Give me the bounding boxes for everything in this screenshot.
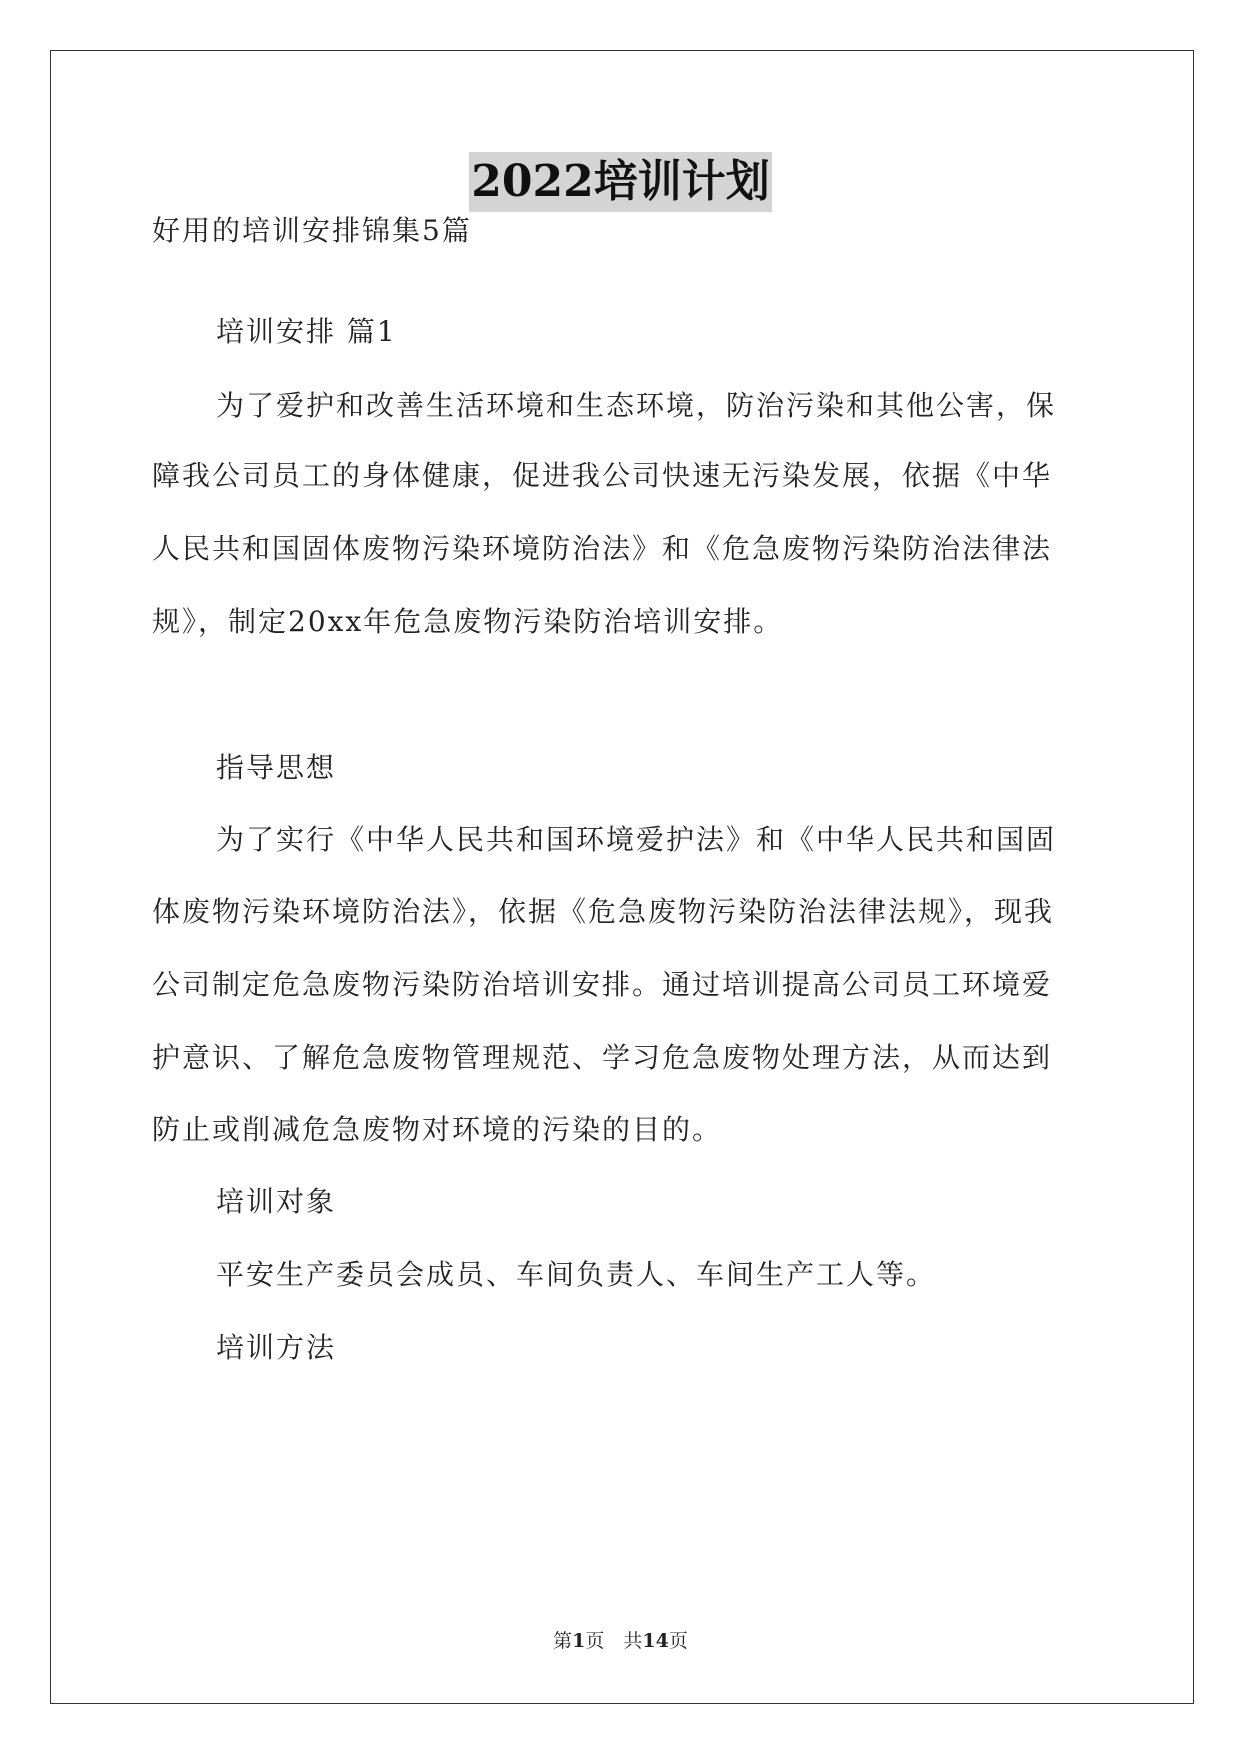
- section-heading: 指导思想: [216, 751, 337, 784]
- paragraph-line: 护意识、了解危急废物管理规范、学习危急废物处理方法，从而达到: [152, 1041, 1053, 1074]
- footer-prefix: 第: [553, 1630, 573, 1652]
- paragraph-line: 障我公司员工的身体健康，促进我公司快速无污染发展，依据《中华: [152, 459, 1053, 492]
- paragraph-line: 平安生产委员会成员、车间负责人、车间生产工人等。: [216, 1258, 937, 1291]
- footer-middle: 页 共: [585, 1630, 643, 1652]
- footer-page-number: 1: [572, 1630, 586, 1652]
- section-heading: 培训方法: [216, 1331, 337, 1364]
- section-heading: 培训安排 篇1: [216, 315, 397, 348]
- paragraph-line: 体废物污染环境防治法》，依据《危急废物污染防治法律法规》，现我: [152, 895, 1055, 928]
- page-title: 2022培训计划: [469, 152, 771, 212]
- footer-suffix: 页: [668, 1630, 688, 1652]
- paragraph-line: 防止或削减危急废物对环境的污染的目的。: [152, 1113, 723, 1146]
- subtitle: 好用的培训安排锦集5篇: [152, 214, 472, 247]
- paragraph-line: 人民共和国固体废物污染环境防治法》和《危急废物污染防治法律法: [152, 532, 1053, 565]
- paragraph-line: 公司制定危急废物污染防治培训安排。通过培训提高公司员工环境爱: [152, 968, 1053, 1001]
- paragraph-line: 为了爱护和改善生活环境和生态环境，防治污染和其他公害，保: [216, 389, 1057, 422]
- paragraph-line: 为了实行《中华人民共和国环境爱护法》和《中华人民共和国固: [216, 823, 1057, 856]
- page-footer: [0, 1626, 1241, 1656]
- paragraph-line: 规》，制定20xx年危急废物污染防治培训安排。: [152, 605, 784, 638]
- footer-total-pages: 14: [642, 1630, 669, 1652]
- section-heading: 培训对象: [216, 1185, 337, 1218]
